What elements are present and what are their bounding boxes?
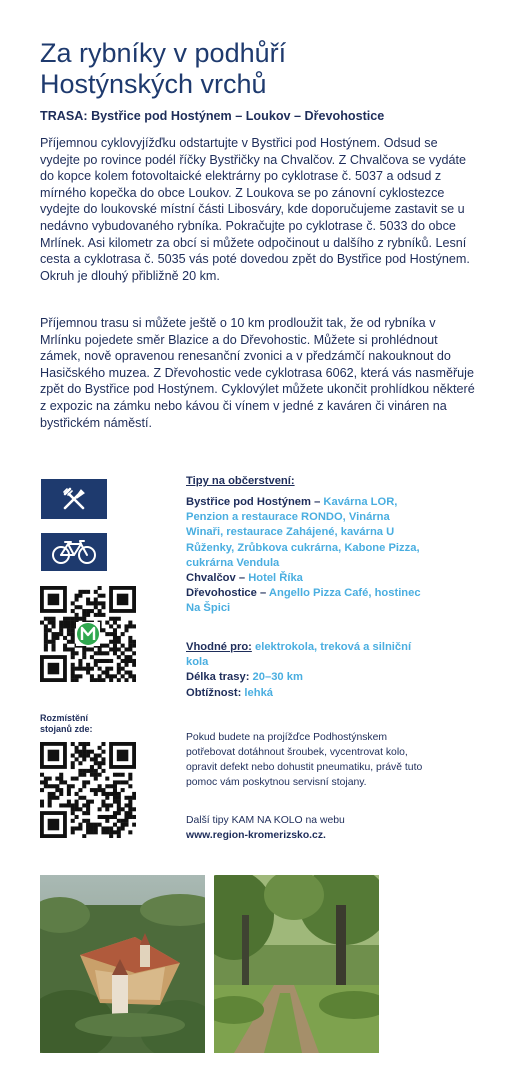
bicycle-icon	[51, 539, 97, 565]
tips-place-chvalcov: Chvalčov –	[186, 572, 249, 585]
castle-photo	[40, 875, 205, 1053]
difficulty-value: lehká	[244, 686, 274, 699]
tips-list	[186, 495, 421, 617]
qr-code-1	[40, 586, 136, 682]
title-line-2: Hostýnských vrchů	[40, 69, 267, 99]
tips-place-drevohostice: Dřevohostice –	[186, 587, 269, 600]
qr-stand-label	[40, 713, 93, 735]
length-label: Délka trasy:	[186, 671, 253, 684]
suitable-label: Vhodné pro:	[186, 641, 252, 653]
description-paragraph-1: Příjemnou cyklovyjížďku odstartujte v Bystřici pod Hostýnem. Odsud se vydejte po rovince podél říčky Bystřičky na Chvalčov. Z Chvalčova se vydáte do kopce kolem fotovoltaické elektrárny po cyklotrase č. 5037 a odsud z mírného kopečka do obce Loukov. Z Loukova se po zánovní cyklostezce vydejte do loukovské místní části Libosváry, kde doporučujeme zastavit se u nedávno vybudovaného rybníka. Pokračujte po cyklotrase č. 5033 do obce Mrlínek. Asi kilometr za obcí si můžete odpočinout u dalšího z rybníků. Lesní cesta a cyklotrasa č. 5035 vás poté dovedou zpět do Bystřice pod Hostýnem. Okruh je dlouhý přibližně 20 km.	[40, 136, 470, 283]
description-paragraph-2: Příjemnou trasu si můžete ještě o 10 km prodloužit tak, že od rybníka v Mrlínku pojedete směr Blazice a do Dřevohostic. Můžete si prohlédnout zámek, nově opravenou renesanční zvonici a v předzámčí nakouknout do Hasičského muzea. Z Dřevohostic vede cyklotrasa 6062, která vás nasměřuje zpět do Bystřice pod Hostýnem. Cyklovýlet můžete ukončit prohlídkou některé z expozic na zámku nebo kávou či vínem v jedné z kaváren či vináren na bystřickém náměstí.	[40, 316, 475, 430]
tips-drevohostice-list: Angello Pizza Café, hostinec Na Špici	[186, 587, 421, 615]
tips-place-bystrice: Bystřice pod Hostýnem –	[186, 496, 324, 508]
fork-knife-icon	[61, 486, 87, 512]
tips-bystrice-list: Kavárna LOR, Penzion a restaurace RONDO, Vinárna Winaři, restaurace Zahájené, kavárna U Růženky, Zrůbkova cukrárna, Kabone Pizza, cukrárna Vendula	[186, 496, 420, 569]
route-info	[186, 640, 421, 701]
qr-label-line-1: Rozmístění	[40, 713, 89, 723]
food-icon-box	[41, 479, 107, 519]
forest-path-photo	[214, 875, 379, 1053]
qr-code-2	[40, 742, 136, 838]
qr-label-line-2: stojanů zde:	[40, 724, 93, 734]
difficulty-label: Obtížnost:	[186, 686, 245, 699]
tips-chvalcov-list: Hotel Říka	[248, 572, 303, 585]
more-tips	[186, 813, 446, 843]
route-subtitle: TRASA: Bystřice pod Hostýnem – Loukov – Dřevohostice	[40, 109, 385, 123]
length-value: 20–30 km	[252, 671, 303, 684]
suitable-value: elektrokola, treková a silniční kola	[186, 641, 412, 669]
qr-code-icon	[40, 586, 136, 682]
tips-heading: Tipy na občerstvení:	[186, 475, 295, 487]
more-tips-text: Další tipy KAM NA KOLO na webu	[186, 815, 345, 826]
title-line-1: Za rybníky v podhůří	[40, 38, 287, 68]
bike-icon-box	[41, 533, 107, 571]
qr-code-icon	[40, 742, 136, 838]
page-title	[40, 38, 480, 100]
website-link[interactable]: www.region-kromerizsko.cz.	[186, 830, 326, 841]
service-stand-text: Pokud budete na projížďce Podhostýnskem potřebovat dotáhnout šroubek, vycentrovat kolo, opravit defekt nebo dohustit pneumatiku, právě tuto pomoc vám poskytnou servisní stojany.	[186, 732, 423, 788]
